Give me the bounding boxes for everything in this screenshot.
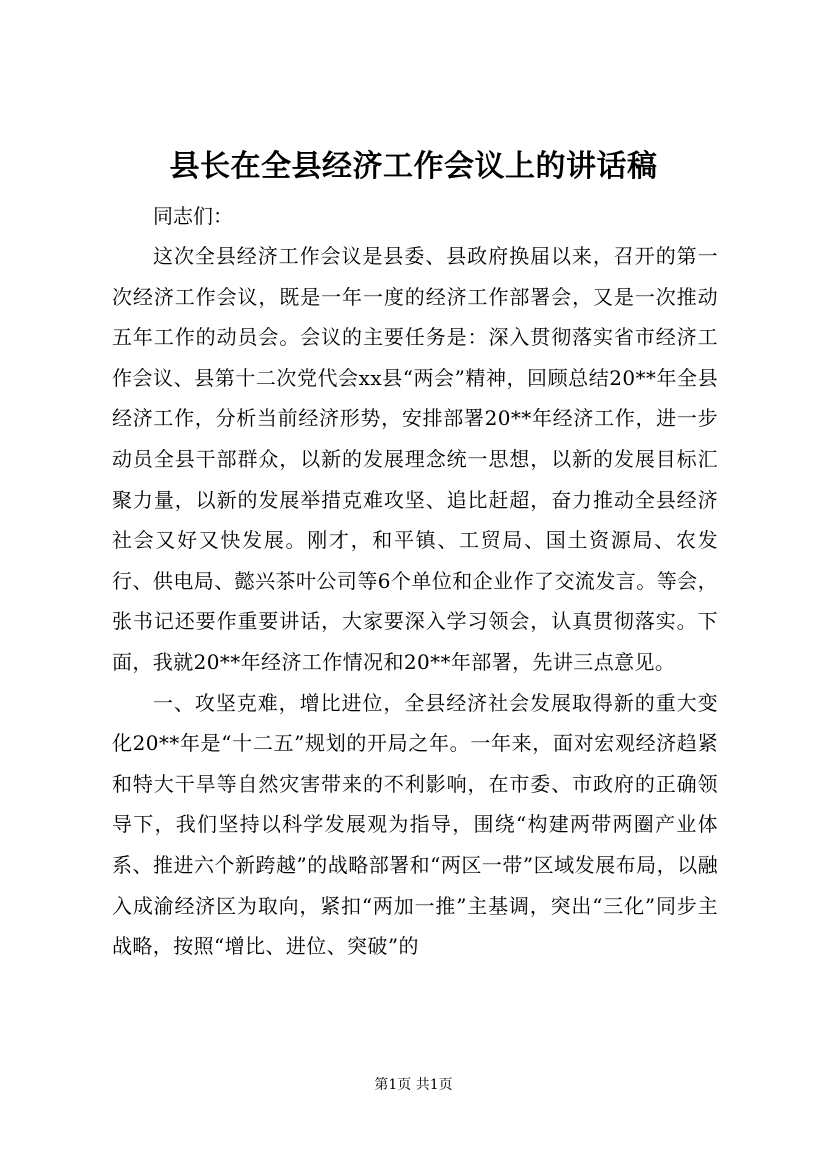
paragraph-1: 这次全县经济工作会议是县委、县政府换届以来，召开的第一次经济工作会议，既是一年一度的经济工作部署会，又是一次推动五年工作的动员会。会议的主要任务是：深入贯彻落实省市经济工作会议、县第十二次党代会xx县“两会”精神，回顾总结20**年全县经济工作，分析当前经济形势，安排部署20**年经济工作，进一步动员全县干部群众，以新的发展理念统一思想，以新的发展目标汇聚力量，以新的发展举措克难攻坚、追比赶超，奋力推动全县经济社会又好又快发展。刚才，和平镇、工贸局、国土资源局、农发行、供电局、懿兴茶叶公司等6个单位和企业作了交流发言。等会，张书记还要作重要讲话，大家要深入学习领会，认真贯彻落实。下面，我就20**年经济工作情况和20**年部署，先讲三点意见。 <box>112 244 718 674</box>
page-footer: 第1页 共1页 <box>374 1077 453 1093</box>
document-body <box>112 236 718 967</box>
salutation: 同志们： <box>153 204 233 228</box>
page-title: 县长在全县经济工作会议上的讲话稿 <box>169 149 658 184</box>
paragraph-2: 一、攻坚克难，增比进位，全县经济社会发展取得新的重大变化20**年是“十二五”规划的开局之年。一年来，面对宏观经济趋紧和特大干旱等自然灾害带来的不利影响，在市委、市政府的正确领导下，我们坚持以科学发展观为指导，围绕“构建两带两圈产业体系、推进六个新跨越”的战略部署和“两区一带”区域发展布局，以融入成渝经济区为取向，紧扣“两加一推”主基调，突出“三化”同步主战略，按照“增比、进位、突破”的 <box>112 690 718 959</box>
